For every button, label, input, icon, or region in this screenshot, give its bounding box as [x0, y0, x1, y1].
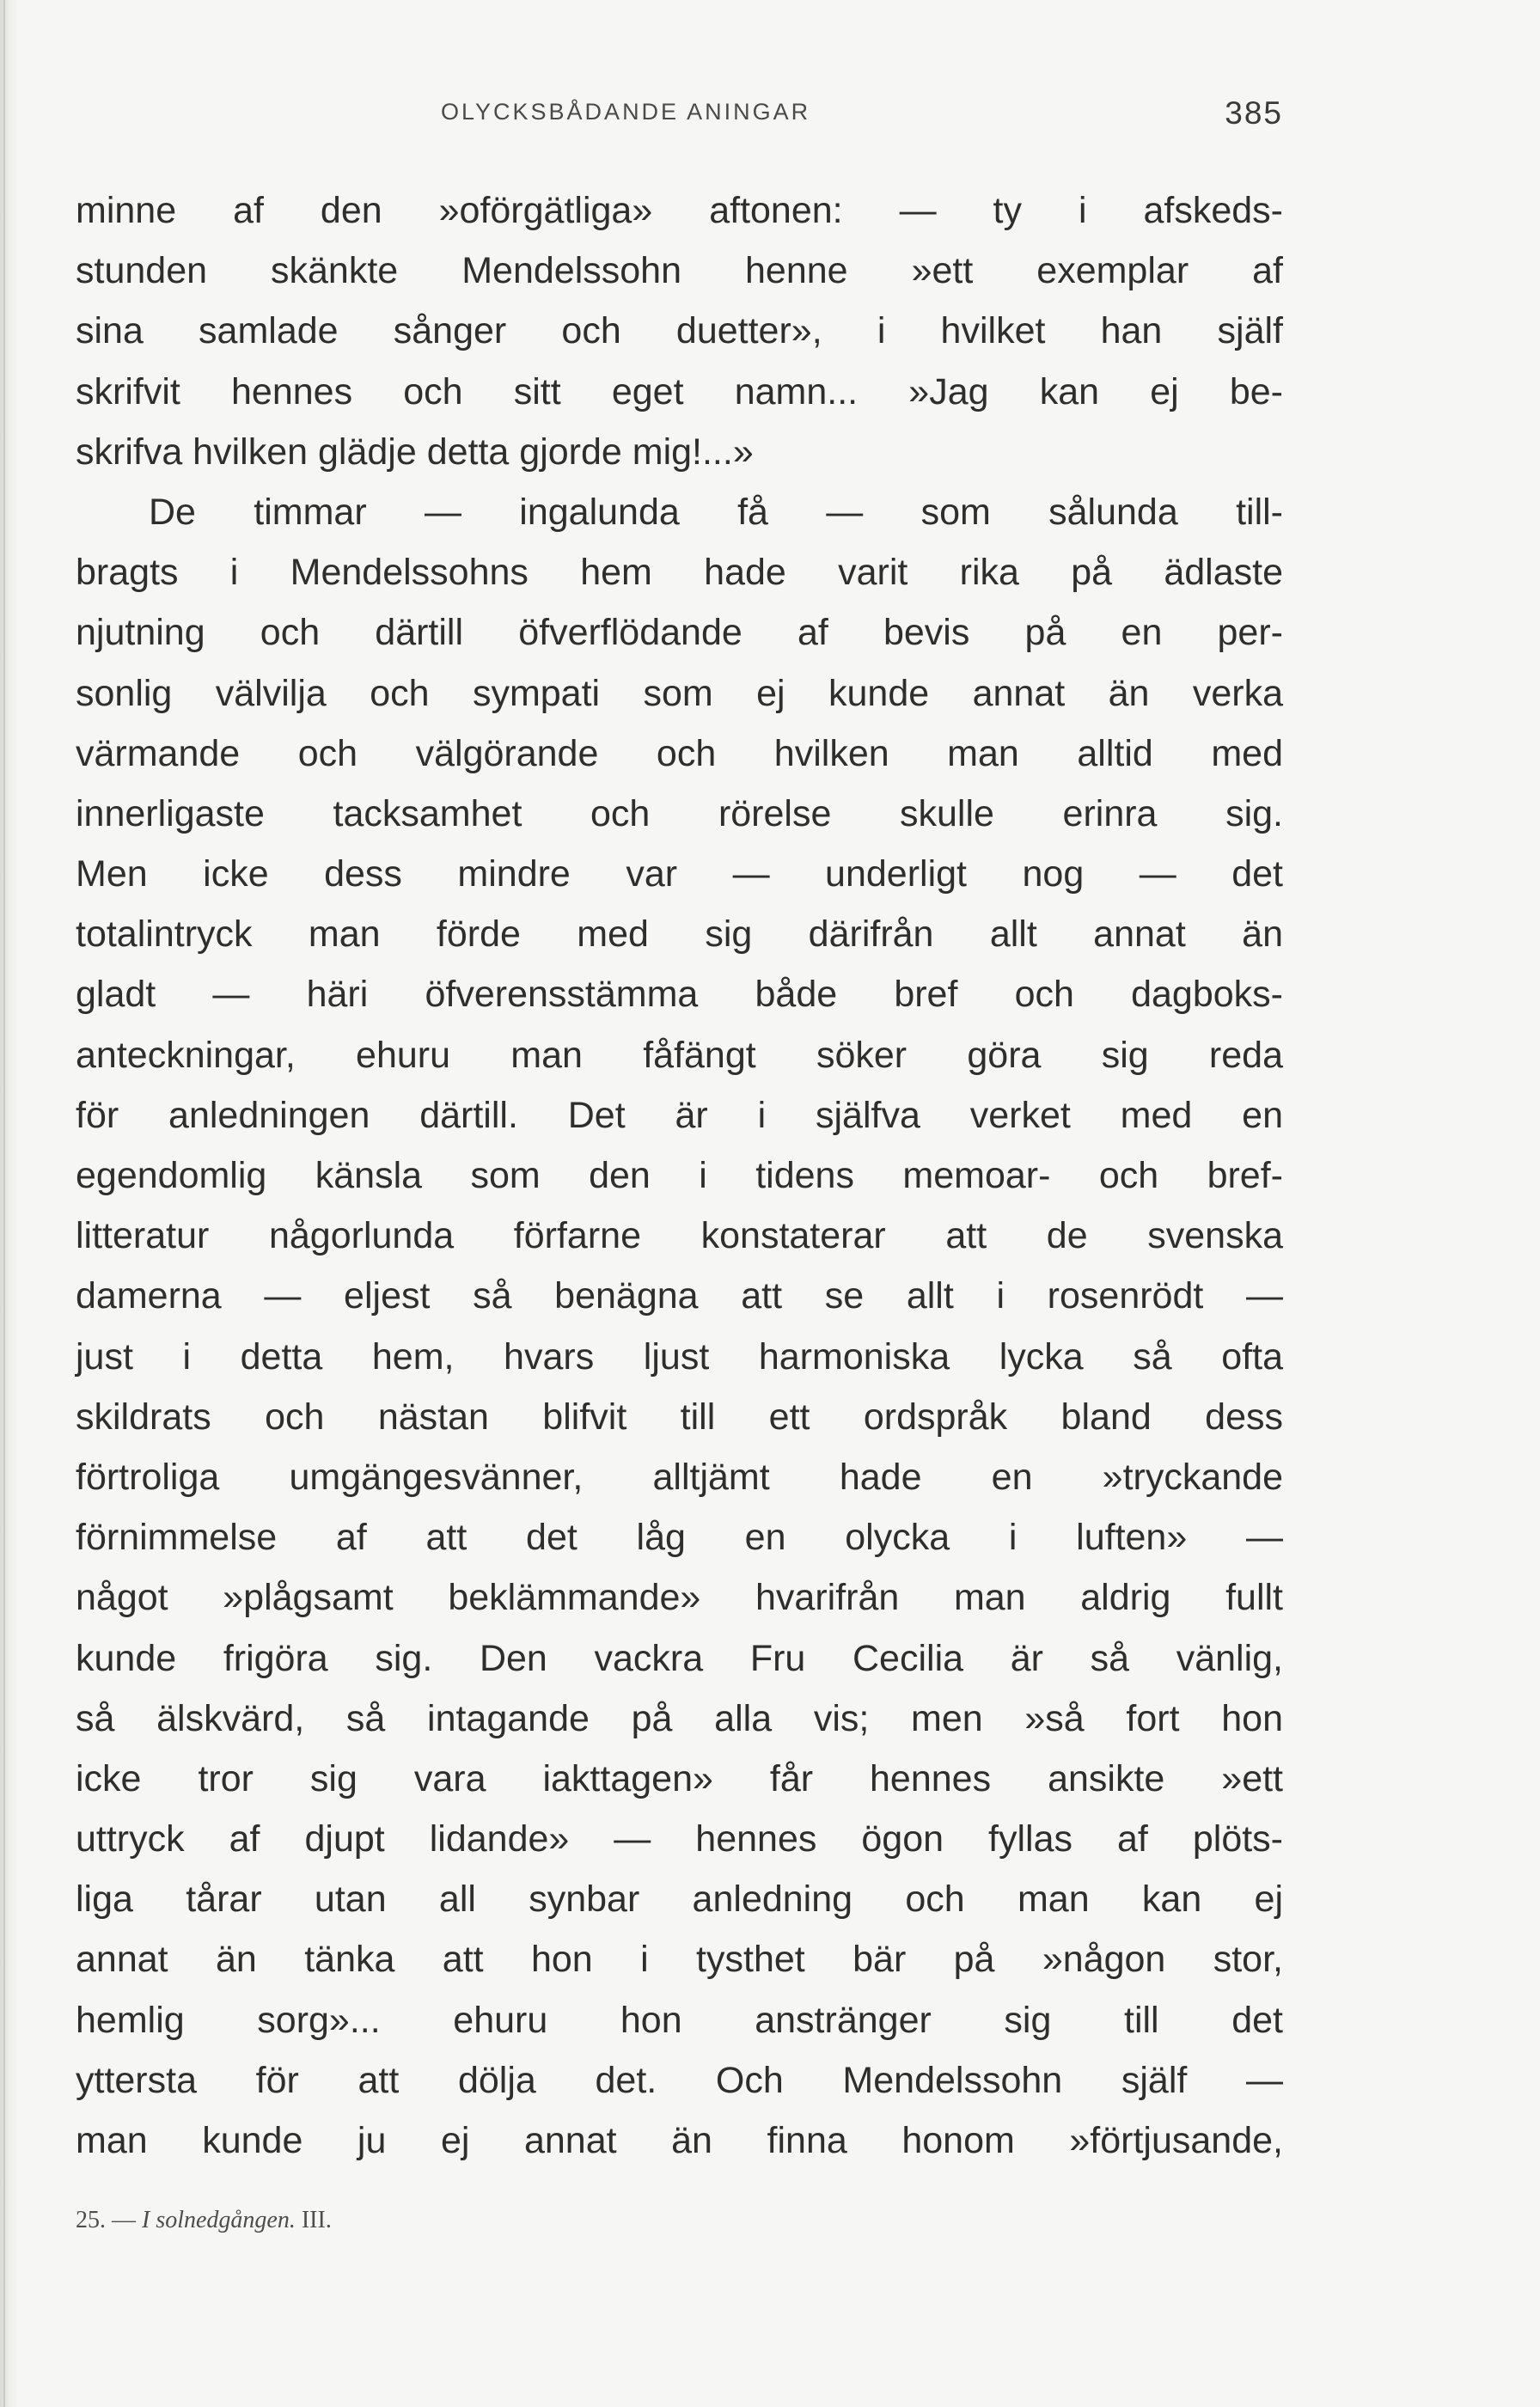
text-line: innerligaste tacksamhet och rörelse skulle erinra sig. — [76, 792, 1283, 834]
text-line: litteratur någorlunda förfarne konstaterar att de svenska — [76, 1215, 1283, 1257]
text-line: skrifvit hennes och sitt eget namn... »Jag kan ej be- — [76, 370, 1283, 412]
page-footer — [76, 2207, 332, 2234]
text-line: sonlig välvilja och sympati som ej kunde annat än verka — [76, 672, 1283, 714]
text-line: De timmar — ingalunda få — som sålunda till- — [149, 491, 1283, 533]
running-title: OLYCKSBÅDANDE ANINGAR — [441, 99, 811, 125]
text-line: stunden skänkte Mendelssohn henne »ett exemplar af — [76, 250, 1283, 292]
text-line: något »plågsamt beklämmande» hvarifrån man aldrig fullt — [76, 1577, 1283, 1619]
book-title: I solnedgången. — [142, 2207, 296, 2233]
page-header — [76, 95, 1283, 142]
page-number: 385 — [1225, 95, 1283, 131]
volume-number: III. — [301, 2207, 332, 2233]
text-line: sina samlade sånger och duetter», i hvilket han själf — [76, 310, 1283, 352]
text-line: värmande och välgörande och hvilken man alltid med — [76, 732, 1283, 774]
body-text — [76, 180, 1283, 2171]
text-line: så älskvärd, så intagande på alla vis; men »så fort hon — [76, 1697, 1283, 1739]
text-line: njutning och därtill öfverflödande af bevis på en per- — [76, 612, 1283, 654]
text-line: uttryck af djupt lidande» — hennes ögon fyllas af plöts- — [76, 1818, 1283, 1860]
text-line: bragts i Mendelssohns hem hade varit rika på ädlaste — [76, 552, 1283, 594]
text-line: yttersta för att dölja det. Och Mendelssohn själf — — [76, 2059, 1283, 2101]
text-line: liga tårar utan all synbar anledning och man kan ej — [76, 1879, 1283, 1921]
binding-edge — [3, 0, 5, 2407]
text-line: icke tror sig vara iakttagen» får hennes ansikte »ett — [76, 1757, 1283, 1799]
text-line: damerna — eljest så benägna att se allt i rosenrödt — — [76, 1275, 1283, 1317]
text-line: anteckningar, ehuru man fåfängt söker göra sig reda — [76, 1034, 1283, 1076]
text-line: förnimmelse af att det låg en olycka i luften» — — [76, 1517, 1283, 1559]
text-line: totalintryck man förde med sig därifrån allt annat än — [76, 913, 1283, 956]
text-line: kunde frigöra sig. Den vackra Fru Cecilia är så vänlig, — [76, 1637, 1283, 1679]
text-line: skrifva hvilken glädje detta gjorde mig!...» — [76, 431, 754, 473]
text-line: egendomlig känsla som den i tidens memoar- och bref- — [76, 1155, 1283, 1196]
text-line: annat än tänka att hon i tysthet bär på »någon stor, — [76, 1939, 1283, 1981]
text-line: hemlig sorg»... ehuru hon anstränger sig till det — [76, 1999, 1283, 2041]
text-line: gladt — häri öfverensstämma både bref och dagboks- — [76, 974, 1283, 1016]
text-line: förtroliga umgängesvänner, alltjämt hade en »tryckande — [76, 1456, 1283, 1498]
signature-mark: 25. — — [76, 2207, 136, 2233]
text-line: man kunde ju ej annat än finna honom »förtjusande, — [76, 2120, 1283, 2161]
text-line: Men icke dess mindre var — underligt nog — det — [76, 853, 1283, 895]
text-line: skildrats och nästan blifvit till ett ordspråk bland dess — [76, 1396, 1283, 1438]
text-line: minne af den »oförgätliga» aftonen: — ty i afskeds- — [76, 190, 1283, 231]
text-line: för anledningen därtill. Det är i själfva verket med en — [76, 1094, 1283, 1136]
text-line: just i detta hem, hvars ljust harmoniska lycka så ofta — [76, 1335, 1283, 1378]
